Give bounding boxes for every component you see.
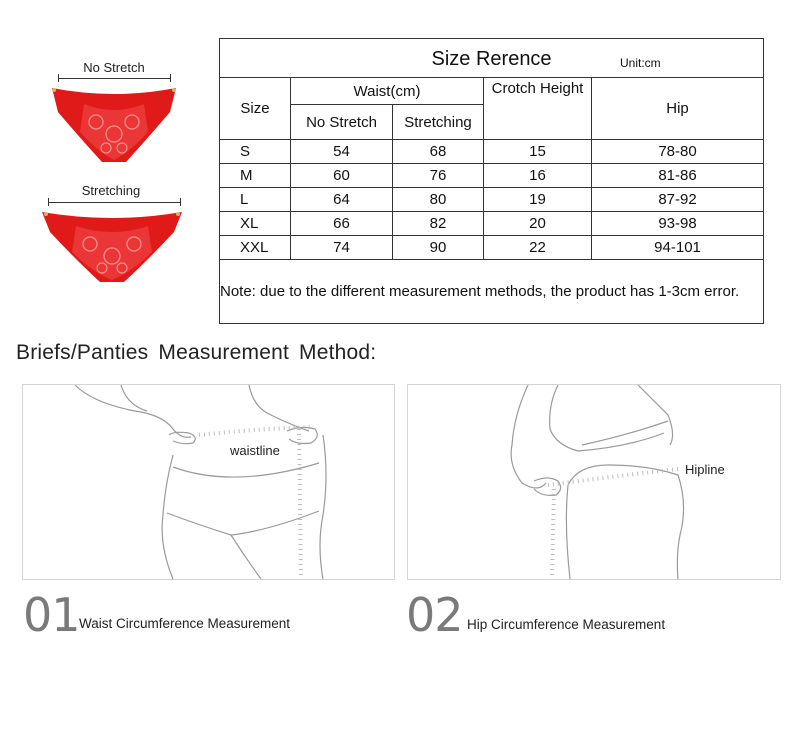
cell-stretching: 68 xyxy=(393,139,484,163)
panty-no-stretch-image xyxy=(44,82,184,172)
step2-number: 02 xyxy=(406,588,463,642)
no-stretch-tick-right xyxy=(170,74,171,82)
cell-hip: 81-86 xyxy=(592,163,764,187)
cell-no-stretch: 60 xyxy=(291,163,393,187)
cell-stretching: 82 xyxy=(393,212,484,236)
cell-hip: 87-92 xyxy=(592,188,764,212)
panty-no-stretch-group xyxy=(44,58,184,173)
panty-stretching-image xyxy=(36,206,188,288)
waist-body-illustration xyxy=(23,385,394,579)
no-stretch-measure-line xyxy=(58,78,170,79)
table-row xyxy=(220,236,764,260)
cell-size: M xyxy=(220,163,291,187)
cell-crotch: 15 xyxy=(484,139,592,163)
stretching-label: Stretching xyxy=(81,183,141,198)
table-row xyxy=(220,139,764,163)
cell-no-stretch: 74 xyxy=(291,236,393,260)
table-note: Note: due to the different measurement methods, the product has 1-3cm error. xyxy=(220,260,764,324)
table-title-row xyxy=(220,39,764,78)
cell-no-stretch: 54 xyxy=(291,139,393,163)
header-size: Size xyxy=(220,78,291,139)
cell-stretching: 76 xyxy=(393,163,484,187)
step1-number: 01 xyxy=(23,588,80,642)
cell-stretching: 90 xyxy=(393,236,484,260)
cell-crotch: 20 xyxy=(484,212,592,236)
stretching-measure-line xyxy=(48,202,180,203)
cell-crotch: 19 xyxy=(484,188,592,212)
header-no-stretch: No Stretch xyxy=(291,105,393,139)
cell-no-stretch: 64 xyxy=(291,188,393,212)
step1-caption: Waist Circumference Measurement xyxy=(79,616,291,631)
method-title: Briefs/Panties Measurement Method: xyxy=(16,341,377,364)
waistline-label: waistline xyxy=(230,443,280,458)
hip-body-illustration xyxy=(408,385,780,579)
cell-hip: 94-101 xyxy=(592,236,764,260)
cell-size: XXL xyxy=(220,236,291,260)
stretching-tick-left xyxy=(48,198,49,206)
hipline-label: Hipline xyxy=(685,462,725,477)
cell-size: L xyxy=(220,188,291,212)
header-hip: Hip xyxy=(592,78,764,139)
panty-stretching-group xyxy=(30,180,190,290)
size-reference-table xyxy=(219,38,764,324)
stretching-tick-right xyxy=(180,198,181,206)
no-stretch-tick-left xyxy=(58,74,59,82)
table-row xyxy=(220,163,764,187)
unit-label: Unit:cm xyxy=(620,56,661,71)
header-crotch-height: Crotch Height xyxy=(484,78,592,139)
table-header-row xyxy=(220,78,764,105)
cell-crotch: 22 xyxy=(484,236,592,260)
header-waist: Waist(cm) xyxy=(291,78,484,105)
cell-hip: 78-80 xyxy=(592,139,764,163)
table-row xyxy=(220,188,764,212)
no-stretch-label: No Stretch xyxy=(83,60,145,75)
table-note-row xyxy=(220,260,764,324)
header-stretching: Stretching xyxy=(393,105,484,139)
waist-measure-panel xyxy=(22,384,395,580)
cell-crotch: 16 xyxy=(484,163,592,187)
cell-size: XL xyxy=(220,212,291,236)
table-title: Size Rerence xyxy=(431,48,552,71)
cell-hip: 93-98 xyxy=(592,212,764,236)
cell-stretching: 80 xyxy=(393,188,484,212)
cell-size: S xyxy=(220,139,291,163)
cell-no-stretch: 66 xyxy=(291,212,393,236)
table-row xyxy=(220,212,764,236)
hip-measure-panel xyxy=(407,384,781,580)
step2-caption: Hip Circumference Measurement xyxy=(467,617,666,632)
